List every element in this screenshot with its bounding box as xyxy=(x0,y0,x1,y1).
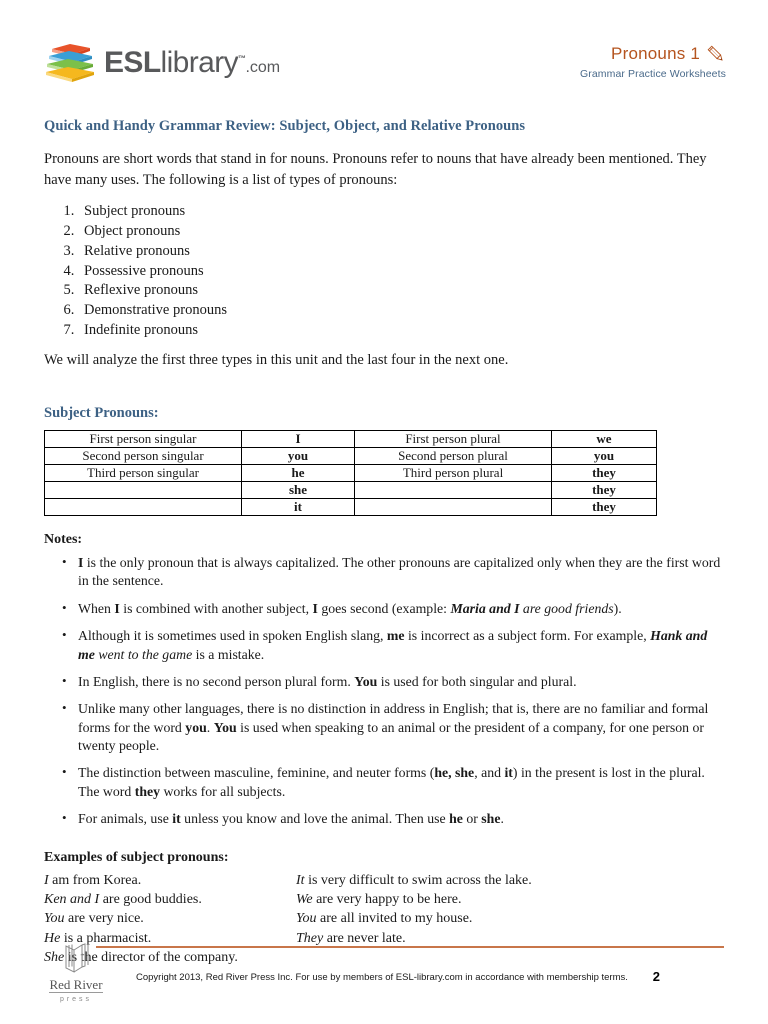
red-river-press-logo xyxy=(42,942,110,1003)
note-item: • The distinction between masculine, feminine, and neuter forms (he, she, and it) in the present is lost in the plural. The word they works for all subjects. xyxy=(44,764,726,801)
cell-singular-pronoun: you xyxy=(242,448,355,465)
cell-singular-pronoun: I xyxy=(242,431,355,448)
example-sentence: Ken and I are good buddies. xyxy=(44,892,202,908)
list-item: 1. Subject pronouns xyxy=(78,202,726,221)
list-item: 4. Possessive pronouns xyxy=(78,262,726,281)
note-item: • In English, there is no second person plural form. You is used for both singular and plural. xyxy=(44,673,726,691)
table-row xyxy=(45,499,657,516)
page-title: Quick and Handy Grammar Review: Subject, Object, and Relative Pronouns xyxy=(44,118,526,134)
cell-singular-label: First person singular xyxy=(45,431,242,448)
subject-pronouns-heading: Subject Pronouns: xyxy=(44,405,159,422)
publisher-name: Red River xyxy=(49,977,103,992)
example-sentence: She is the director of the company. xyxy=(44,949,238,965)
example-sentence: You are all invited to my house. xyxy=(296,911,473,927)
document-content xyxy=(44,118,726,968)
cell-singular-label: Third person singular xyxy=(45,465,242,482)
cell-plural-label: Third person plural xyxy=(355,465,552,482)
analyze-paragraph: We will analyze the first three types in this unit and the last four in the next one. xyxy=(44,352,509,369)
example-sentence: They are never late. xyxy=(296,930,406,946)
list-item: 7. Indefinite pronouns xyxy=(78,321,726,340)
example-sentence: It is very difficult to swim across the lake. xyxy=(296,873,532,889)
list-item: 5. Reflexive pronouns xyxy=(78,281,726,300)
pronoun-types-list xyxy=(44,202,726,340)
list-item: 3. Relative pronouns xyxy=(78,242,726,261)
cell-plural-pronoun: they xyxy=(552,465,657,482)
subject-pronouns-table xyxy=(44,430,657,516)
page-header xyxy=(0,0,768,104)
document-title: Pronouns 1 xyxy=(611,44,700,63)
footer-divider xyxy=(96,946,724,948)
example-sentence: We are very happy to be here. xyxy=(296,892,462,908)
table-row xyxy=(45,465,657,482)
logo-dotcom: .com xyxy=(245,59,281,76)
notes-list xyxy=(44,554,726,828)
list-item: 6. Demonstrative pronouns xyxy=(78,301,726,320)
intro-paragraph: Pronouns are short words that stand in for nouns. Pronouns refer to nouns that have already been mentioned. They have many uses. The following is a list of types of pronouns: xyxy=(44,151,707,188)
example-sentence: I am from Korea. xyxy=(44,873,142,889)
table-row xyxy=(45,431,657,448)
esl-library-wordmark xyxy=(104,48,280,78)
notes-heading: Notes: xyxy=(44,532,83,548)
examples-heading: Examples of subject pronouns: xyxy=(44,850,229,866)
page-footer xyxy=(0,932,768,1024)
pencil-icon xyxy=(706,44,726,64)
copyright-text: Copyright 2013, Red River Press Inc. For use by members of ESL-library.com in accordance with membership terms. xyxy=(136,972,628,983)
logo-library: library xyxy=(160,46,239,79)
cell-singular-pronoun: he xyxy=(242,465,355,482)
note-item: • For animals, use it unless you know and love the animal. Then use he or she. xyxy=(44,810,726,828)
open-book-icon xyxy=(56,942,96,976)
example-sentence: You are very nice. xyxy=(44,911,144,927)
cell-plural-pronoun: they xyxy=(552,499,657,516)
cell-plural-label xyxy=(355,499,552,516)
note-item: • When I is combined with another subject, I goes second (example: Maria and I are good friends). xyxy=(44,600,726,618)
page-number: 2 xyxy=(652,969,660,984)
logo-esl: ESL xyxy=(104,46,161,79)
publisher-subtitle: press xyxy=(59,996,93,1003)
cell-singular-pronoun: it xyxy=(242,499,355,516)
document-subtitle: Grammar Practice Worksheets xyxy=(579,68,726,80)
table-row xyxy=(45,482,657,499)
header-doc-info xyxy=(580,44,726,80)
logo-trademark: ™ xyxy=(238,54,246,63)
cell-plural-label: First person plural xyxy=(355,431,552,448)
cell-plural-pronoun: you xyxy=(552,448,657,465)
cell-singular-label xyxy=(45,499,242,516)
note-item: • Unlike many other languages, there is no distinction in address in English; that is, there are no familiar and formal forms for the word you. You is used when speaking to an animal or the president of a company, for one person or twenty people. xyxy=(44,700,726,755)
stacked-books-icon xyxy=(40,40,98,86)
list-item: 2. Object pronouns xyxy=(78,222,726,241)
note-item: • Although it is sometimes used in spoken English slang, me is incorrect as a subject form. For example, Hank and me went to the game is a mistake. xyxy=(44,627,726,664)
cell-plural-pronoun: they xyxy=(552,482,657,499)
example-sentence: He is a pharmacist. xyxy=(44,930,152,946)
cell-plural-label: Second person plural xyxy=(355,448,552,465)
cell-singular-label: Second person singular xyxy=(45,448,242,465)
cell-plural-pronoun: we xyxy=(552,431,657,448)
esl-library-logo[interactable] xyxy=(40,40,280,86)
cell-singular-pronoun: she xyxy=(242,482,355,499)
cell-singular-label xyxy=(45,482,242,499)
note-item: • I is the only pronoun that is always capitalized. The other pronouns are capitalized only when they are the first word in the sentence. xyxy=(44,554,726,591)
table-row xyxy=(45,448,657,465)
cell-plural-label xyxy=(355,482,552,499)
